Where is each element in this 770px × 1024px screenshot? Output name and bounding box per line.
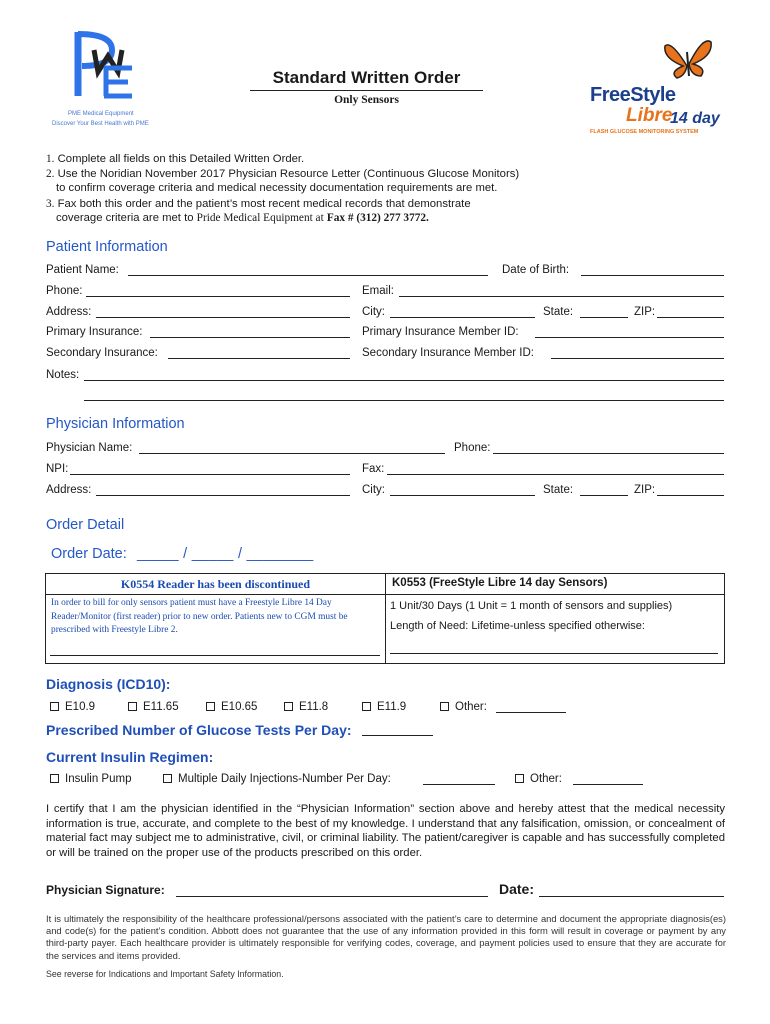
patient-phone-label: Phone: <box>46 285 83 297</box>
instruction-3-cont: coverage criteria are met to Pride Medical Equipment at Fax # (312) 277 3772. <box>56 212 429 224</box>
k0554-body: In order to bill for only sensors patient must have a Freestyle Libre 14 Day Reader/Monitor (first reader) prior to new order. Patients new to CGM must be prescribed with Freestyle Libre 2. <box>51 598 348 636</box>
order-date-label: Order Date: <box>51 546 127 562</box>
disclaimer-text: It is ultimately the responsibility of the healthcare professional/persons associated with the patient’s care to determine and document the appropriate diagnosis(es) and code(s) for the patient’s condition. Abbott does not guarantee that the use of any information provided in this form will result in coverage or payment by any third-party payer. Each healthcare provider is ultimately responsible for verifying codes, coverage, and payment policies used to ensure that they are accurate for the services and items provided. <box>46 913 726 961</box>
diagnosis-heading: Diagnosis (ICD10): <box>46 676 171 692</box>
physician-zip-field[interactable] <box>657 495 724 496</box>
physician-zip-label: ZIP: <box>634 484 656 496</box>
k0554-body-underline <box>50 655 380 656</box>
checkbox-icon[interactable] <box>50 702 59 711</box>
dx-other[interactable]: Other: <box>440 701 487 713</box>
length-of-need: Length of Need: Lifetime-unless specified otherwise: <box>390 620 645 632</box>
dx-e11-65[interactable]: E11.65 <box>128 701 179 713</box>
logo-caption-1: PME Medical Equipment <box>68 111 134 117</box>
physician-name-label: Physician Name: <box>46 442 133 454</box>
instruction-1: 1. Complete all fields on this Detailed Written Order. <box>46 153 305 165</box>
title-underline <box>250 90 483 91</box>
butterfly-icon <box>663 36 713 80</box>
logo-caption-2: Discover Your Best Health with PME <box>52 121 149 127</box>
dx-e10-9[interactable]: E10.9 <box>50 701 95 713</box>
physician-city-label: City: <box>362 484 385 496</box>
signature-date-label: Date: <box>499 881 535 897</box>
patient-state-field[interactable] <box>580 317 628 318</box>
checkbox-icon[interactable] <box>128 702 137 711</box>
physician-name-field[interactable] <box>139 453 445 454</box>
patient-name-label: Patient Name: <box>46 264 119 276</box>
order-table-divider-h <box>46 594 724 595</box>
instruction-2: 2. Use the Noridian November 2017 Physician Resource Letter (Continuous Glucose Monitors) <box>46 168 520 180</box>
reverse-note: See reverse for Indications and Important Safety Information. <box>46 969 284 979</box>
physician-fax-field[interactable] <box>387 474 724 475</box>
notes-field-2[interactable] <box>84 400 724 401</box>
checkbox-icon[interactable] <box>440 702 449 711</box>
physician-info-heading: Physician Information <box>46 416 185 432</box>
primary-insurance-field[interactable] <box>150 337 350 338</box>
secondary-insurance-field[interactable] <box>168 358 350 359</box>
patient-zip-field[interactable] <box>657 317 724 318</box>
patient-info-heading: Patient Information <box>46 239 168 255</box>
signature-label: Physician Signature: <box>46 883 165 897</box>
k0554-header: K0554 Reader has been discontinued <box>120 577 311 591</box>
patient-zip-label: ZIP: <box>634 306 656 318</box>
pme-logo <box>68 28 140 100</box>
patient-city-field[interactable] <box>390 317 535 318</box>
physician-city-field[interactable] <box>390 495 535 496</box>
brand-freestyle: FreeStyle <box>590 84 676 106</box>
patient-address-label: Address: <box>46 306 92 318</box>
checkbox-icon[interactable] <box>362 702 371 711</box>
brand-tagline: FLASH GLUCOSE MONITORING SYSTEM <box>590 129 699 135</box>
insulin-pump-option[interactable]: Insulin Pump <box>50 773 131 785</box>
primary-member-id-label: Primary Insurance Member ID: <box>362 326 519 338</box>
checkbox-icon[interactable] <box>515 774 524 783</box>
certification-text: I certify that I am the physician identified in the “Physician Information” section above and hereby attest that the medical necessity information is true, accurate, and complete to the best of my knowledge. I understand that any falsification, omission, or concealment of material fact may subject me to administrative, civil, or criminal liability. The patient/caregiver is capable and has successfully completed or will be trained on the proper use of the products prescribed on this order. <box>46 803 725 859</box>
pme-logo-icon <box>68 28 140 100</box>
dx-other-field[interactable] <box>496 712 566 713</box>
patient-state-label: State: <box>543 306 574 318</box>
physician-phone-field[interactable] <box>493 453 724 454</box>
patient-address-field[interactable] <box>96 317 350 318</box>
k0553-header: K0553 (FreeStyle Libre 14 day Sensors) <box>392 577 608 589</box>
insulin-regimen-heading: Current Insulin Regimen: <box>46 749 214 765</box>
npi-label: NPI: <box>46 463 69 475</box>
tests-per-day-field[interactable] <box>362 735 433 736</box>
dx-e10-65[interactable]: E10.65 <box>206 701 257 713</box>
page-subtitle: Only Sensors <box>334 94 399 106</box>
notes-field-1[interactable] <box>84 380 724 381</box>
order-date-field[interactable]: _____ / _____ / ________ <box>137 546 314 562</box>
primary-member-id-field[interactable] <box>535 337 724 338</box>
physician-fax-label: Fax: <box>362 463 385 475</box>
dob-label: Date of Birth: <box>502 264 570 276</box>
patient-name-field[interactable] <box>128 275 488 276</box>
primary-insurance-label: Primary Insurance: <box>46 326 143 338</box>
checkbox-icon[interactable] <box>284 702 293 711</box>
checkbox-icon[interactable] <box>163 774 172 783</box>
mdi-per-day-field[interactable] <box>423 784 495 785</box>
order-table <box>45 573 725 664</box>
physician-phone-label: Phone: <box>454 442 491 454</box>
patient-city-label: City: <box>362 306 385 318</box>
email-field[interactable] <box>399 296 724 297</box>
patient-phone-field[interactable] <box>86 296 350 297</box>
signature-date-field[interactable] <box>539 896 724 897</box>
brand-libre: Libre <box>626 105 673 126</box>
insulin-other-option[interactable]: Other: <box>515 773 562 785</box>
notes-label: Notes: <box>46 369 80 381</box>
k0553-units: 1 Unit/30 Days (1 Unit = 1 month of sensors and supplies) <box>390 600 673 612</box>
secondary-member-id-label: Secondary Insurance Member ID: <box>362 347 534 359</box>
order-table-divider-v <box>385 574 386 663</box>
physician-state-field[interactable] <box>580 495 628 496</box>
secondary-member-id-field[interactable] <box>551 358 724 359</box>
mdi-option[interactable]: Multiple Daily Injections-Number Per Day: <box>163 773 391 785</box>
instruction-2-cont: to confirm coverage criteria and medical necessity documentation requirements are met. <box>56 182 498 194</box>
length-of-need-field[interactable] <box>390 653 718 654</box>
physician-address-field[interactable] <box>96 495 350 496</box>
checkbox-icon[interactable] <box>206 702 215 711</box>
signature-field[interactable] <box>176 896 488 897</box>
npi-field[interactable] <box>70 474 350 475</box>
secondary-insurance-label: Secondary Insurance: <box>46 347 158 359</box>
dx-e11-8[interactable]: E11.8 <box>284 701 328 713</box>
tests-per-day-heading: Prescribed Number of Glucose Tests Per Day: <box>46 722 352 738</box>
order-detail-heading: Order Detail <box>46 517 125 533</box>
dob-field[interactable] <box>581 275 724 276</box>
checkbox-icon[interactable] <box>50 774 59 783</box>
insulin-other-field[interactable] <box>573 784 643 785</box>
dx-e11-9[interactable]: E11.9 <box>362 701 406 713</box>
brand-14day: 14 day <box>670 110 720 127</box>
physician-state-label: State: <box>543 484 574 496</box>
instruction-3: 3. Fax both this order and the patient’s most recent medical records that demonstrate <box>46 198 471 210</box>
email-label: Email: <box>362 285 394 297</box>
page-title: Standard Written Order <box>272 68 461 87</box>
physician-address-label: Address: <box>46 484 92 496</box>
